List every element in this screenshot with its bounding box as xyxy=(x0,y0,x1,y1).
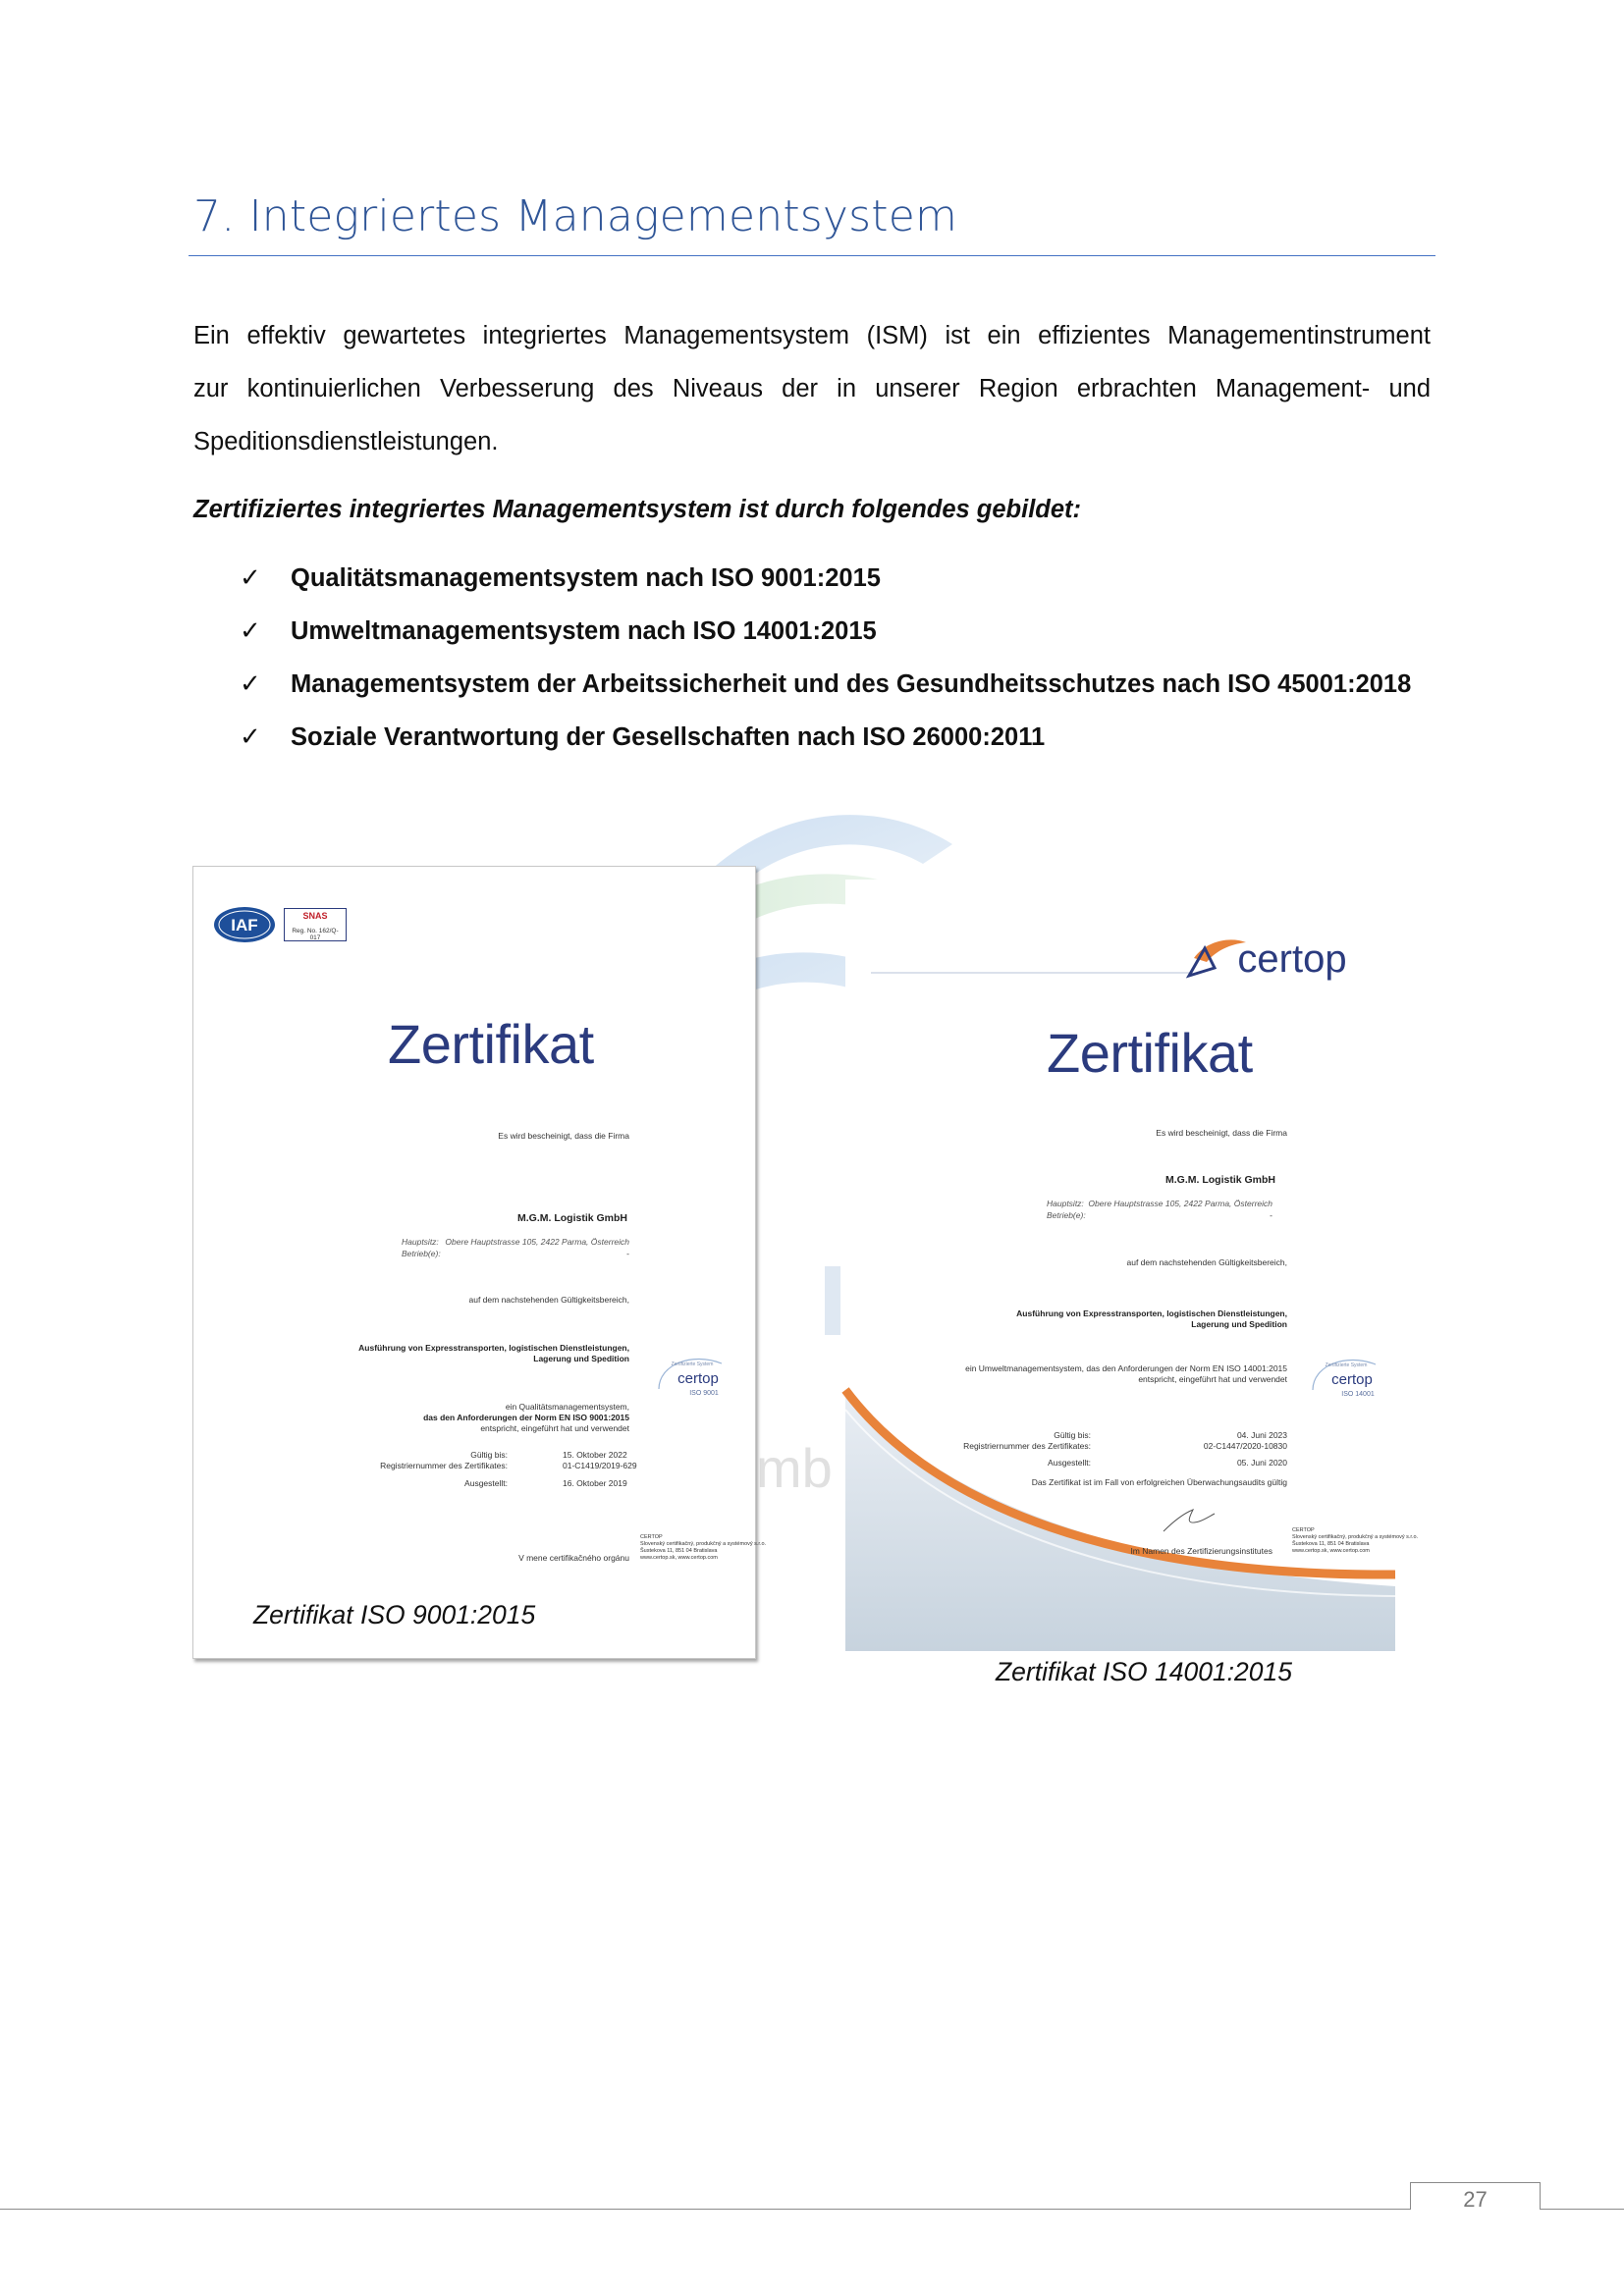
svg-text:certop: certop xyxy=(1331,1371,1373,1388)
svg-text:Zertifizierte System: Zertifizierte System xyxy=(671,1362,714,1367)
list-item xyxy=(240,669,1411,699)
certop-seal-iso-9001 xyxy=(653,1350,731,1409)
scope-line-2: Lagerung und Spedition xyxy=(533,1354,629,1363)
scope-line-1: Ausführung von Expresstransporten, logistischen Dienstleistungen, xyxy=(358,1343,629,1353)
footer-rule xyxy=(1540,2209,1624,2210)
watermark-text: mb xyxy=(756,1437,833,1499)
valid-value: 15. Oktober 2022 xyxy=(563,1450,627,1460)
valid-label: Gültig bis: xyxy=(470,1450,508,1460)
scope-intro: auf dem nachstehenden Gültigkeitsbereich, xyxy=(1126,1257,1287,1267)
snas-accreditation-logo xyxy=(284,908,347,941)
certificate-title: Zertifikat xyxy=(1047,1022,1253,1084)
checkmark-icon: ✓ xyxy=(240,616,261,646)
company-name: M.G.M. Logistik GmbH xyxy=(1165,1174,1275,1186)
signature-label: V mene certifikačného orgánu xyxy=(518,1553,629,1563)
branch-value: - xyxy=(626,1249,629,1258)
issued-label: Ausgestellt: xyxy=(464,1478,508,1488)
intro-paragraph-line-1: Ein effektiv gewartetes integriertes Managementsystem (ISM) ist ein effizientes Managementinstrument xyxy=(193,322,1431,349)
issued-value: 16. Oktober 2019 xyxy=(563,1478,627,1488)
page-number: 27 xyxy=(1463,2187,1488,2212)
list-item xyxy=(240,563,881,593)
issued-label: Ausgestellt: xyxy=(1048,1458,1091,1468)
certified-system-subheading: Zertifiziertes integriertes Managementsystem ist durch folgendes gebildet: xyxy=(193,496,1082,523)
footer-rule xyxy=(0,2209,1410,2210)
branch-label: Betrieb(e): xyxy=(1047,1210,1086,1220)
reg-label: Registriernummer des Zertifikates: xyxy=(963,1441,1091,1451)
svg-text:Zertifizierte System: Zertifizierte System xyxy=(1325,1362,1368,1368)
certificate-iso-14001 xyxy=(845,880,1419,1651)
valid-value: 04. Juni 2023 xyxy=(1236,1430,1287,1440)
system-line-2: das den Anforderungen der Norm EN ISO 9001:2015 xyxy=(423,1413,629,1422)
intro-paragraph-line-3: Speditionsdienstleistungen. xyxy=(193,428,499,455)
scope-line-2: Lagerung und Spedition xyxy=(1191,1319,1287,1329)
scope-intro: auf dem nachstehenden Gültigkeitsbereich, xyxy=(468,1295,629,1305)
snas-reg-number: Reg. No. 162/Q-017 xyxy=(292,928,339,941)
branch-label: Betrieb(e): xyxy=(402,1249,441,1258)
svg-text:certop: certop xyxy=(677,1370,719,1387)
certop-logo-text: certop xyxy=(1237,937,1347,981)
list-item-label: Umweltmanagementsystem nach ISO 14001:2015 xyxy=(291,617,877,645)
scope-line-1: Ausführung von Expresstransporten, logistischen Dienstleistungen, xyxy=(1016,1308,1287,1318)
certificate-caption-iso-14001: Zertifikat ISO 14001:2015 xyxy=(996,1657,1292,1686)
company-name: M.G.M. Logistik GmbH xyxy=(517,1212,627,1224)
heading-underline xyxy=(189,255,1435,256)
signature-icon xyxy=(1160,1504,1218,1537)
list-item-label: Qualitätsmanagementsystem nach ISO 9001:2015 xyxy=(291,564,881,592)
system-line-1: ein Qualitätsmanagementsystem, xyxy=(505,1402,629,1412)
reg-value: 01-C1419/2019-629 xyxy=(563,1461,637,1470)
system-line-3: entspricht, eingeführt hat und verwendet xyxy=(480,1423,629,1433)
list-item xyxy=(240,722,1045,752)
intro-paragraph-line-2: zur kontinuierlichen Verbesserung des Niveaus der in unserer Region erbrachten Management- und xyxy=(193,375,1431,402)
issuer-line-1: CERTOP xyxy=(1292,1527,1315,1533)
certificate-intro: Es wird bescheinigt, dass die Firma xyxy=(498,1131,629,1141)
issuer-line-1: CERTOP xyxy=(640,1534,663,1540)
issuer-line-3: Šustekova 11, 851 04 Bratislava xyxy=(640,1548,718,1554)
certificate-intro: Es wird bescheinigt, dass die Firma xyxy=(1156,1128,1287,1138)
hq-label: Hauptsitz: xyxy=(1047,1199,1084,1208)
list-item xyxy=(240,616,877,646)
system-line-2: entspricht, eingeführt hat und verwendet xyxy=(1138,1374,1287,1384)
issued-value: 05. Juni 2020 xyxy=(1236,1458,1287,1468)
issuer-line-2: Slovenský certifikačný, produkčný a systémový s.r.o. xyxy=(640,1541,767,1547)
certificate-caption-iso-9001: Zertifikat ISO 9001:2015 xyxy=(253,1600,536,1629)
list-item-label: Soziale Verantwortung der Gesellschaften nach ISO 26000:2011 xyxy=(291,723,1046,751)
validity-note: Das Zertifikat ist im Fall von erfolgreichen Überwachungsaudits gültig xyxy=(1031,1477,1287,1487)
svg-text:IAF: IAF xyxy=(231,916,258,934)
certificate-iso-9001 xyxy=(192,866,767,1659)
issuer-line-3: Šustekova 11, 851 04 Bratislava xyxy=(1292,1541,1370,1547)
iaf-logo xyxy=(213,906,276,943)
certificate-title: Zertifikat xyxy=(388,1013,594,1075)
checkmark-icon: ✓ xyxy=(240,669,261,699)
signature-label: Im Namen des Zertifizierungsinstitutes xyxy=(1130,1546,1272,1556)
reg-value: 02-C1447/2020-10830 xyxy=(1203,1441,1287,1451)
hq-label: Hauptsitz: xyxy=(402,1237,439,1247)
branch-value: - xyxy=(1270,1210,1272,1220)
system-line-1: ein Umweltmanagementsystem, das den Anforderungen der Norm EN ISO 14001:2015 xyxy=(965,1363,1287,1373)
hq-value: Obere Hauptstrasse 105, 2422 Parma, Österreich xyxy=(1088,1199,1272,1208)
checkmark-icon: ✓ xyxy=(240,722,261,752)
snas-label: SNAS xyxy=(302,911,328,921)
checkmark-icon: ✓ xyxy=(240,563,261,593)
valid-label: Gültig bis: xyxy=(1054,1430,1091,1440)
list-item-label: Managementsystem der Arbeitssicherheit und des Gesundheitsschutzes nach ISO 45001:2018 xyxy=(291,670,1412,698)
hq-value: Obere Hauptstrasse 105, 2422 Parma, Österreich xyxy=(445,1237,629,1247)
page-heading: 7. Integriertes Managementsystem xyxy=(193,191,958,241)
svg-text:ISO 14001: ISO 14001 xyxy=(1341,1391,1375,1398)
issuer-line-4: www.certop.sk, www.certop.com xyxy=(1292,1548,1370,1554)
svg-text:ISO 9001: ISO 9001 xyxy=(689,1390,719,1397)
certop-seal-iso-14001 xyxy=(1307,1351,1385,1408)
issuer-line-2: Slovenský certifikačný, produkčný a systémový s.r.o. xyxy=(1292,1534,1419,1540)
reg-label: Registriernummer des Zertifikates: xyxy=(380,1461,508,1470)
issuer-line-4: www.certop.sk, www.certop.com xyxy=(640,1555,718,1561)
